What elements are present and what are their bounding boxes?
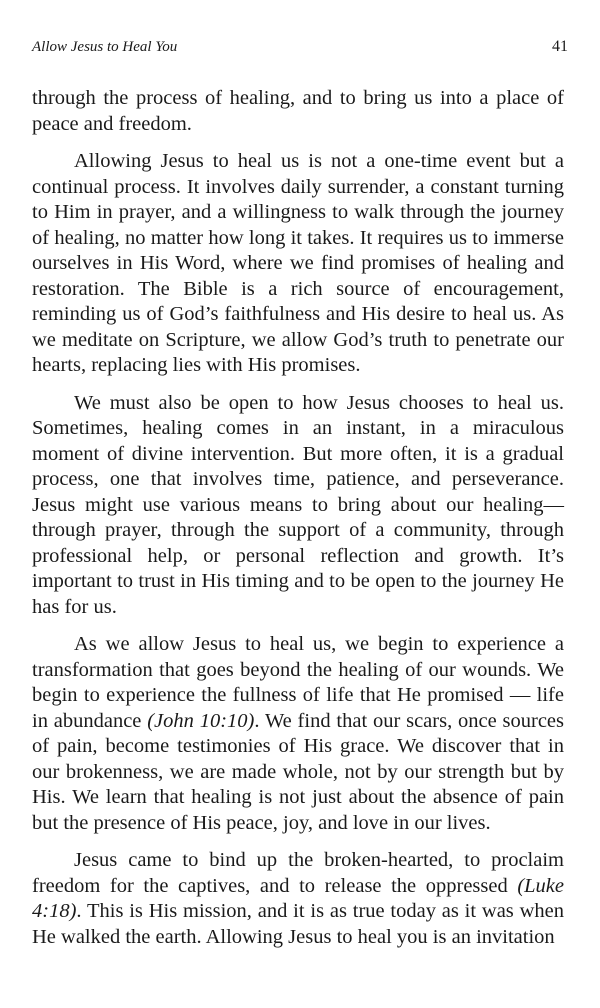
paragraph-how-jesus-heals: We must also be open to how Jesus chooses to heal us. Sometimes, healing comes in an instant, in a miraculous moment of divine intervention. But more often, it is a gradual process, one that involves time, patience, and perseverance. Jesus might use various means to bring about our healing—through prayer, through the support of a community, through professional help, or personal reflection and growth. It’s important to trust in His timing and to be open to the journey He has for us. [32,391,564,618]
page-number: 41 [552,38,568,55]
running-header [32,38,568,62]
paragraph-continued: through the process of healing, and to bring us into a place of peace and freedom. [32,87,564,135]
scripture-citation: (Luke 4:18) [32,874,564,922]
paragraph-text: . This is His mission, and it is as true today as it was when He walked the earth. Allowing Jesus to heal you is an invitation [32,900,564,948]
paragraph-text: As we allow Jesus to heal us, we begin to experience a transformation that goes beyond the healing of our wounds. We begin to experience the fullness of life that He promised — life in abundance [32,633,564,732]
paragraph-text: Jesus came to bind up the broken-hearted, to proclaim freedom for the captives, and to release the oppressed [32,849,564,897]
paragraph-continual-process: Allowing Jesus to heal us is not a one-time event but a continual process. It involves daily surrender, a constant turning to Him in prayer, and a willingness to walk through the journey of healing, no matter how long it takes. It requires us to immerse ourselves in His Word, where we find promises of healing and restoration. The Bible is a rich source of encouragement, reminding us of God’s faithfulness and His desire to heal us. As we meditate on Scripture, we allow God’s truth to penetrate our hearts, replacing lies with His promises. [32,150,564,376]
body-text [32,86,564,962]
paragraph-text: . We find that our scars, once sources of pain, become testimonies of His grace. We discover that in our brokenness, we are made whole, not by our strength but by His. We learn that healing is not just about the absence of pain but the presence of His peace, joy, and love in our lives. [32,709,564,834]
paragraph-transformation [32,632,564,836]
paragraph-mission [32,848,564,950]
running-title: Allow Jesus to Heal You [32,39,178,55]
scripture-citation: (John 10:10) [147,709,255,732]
